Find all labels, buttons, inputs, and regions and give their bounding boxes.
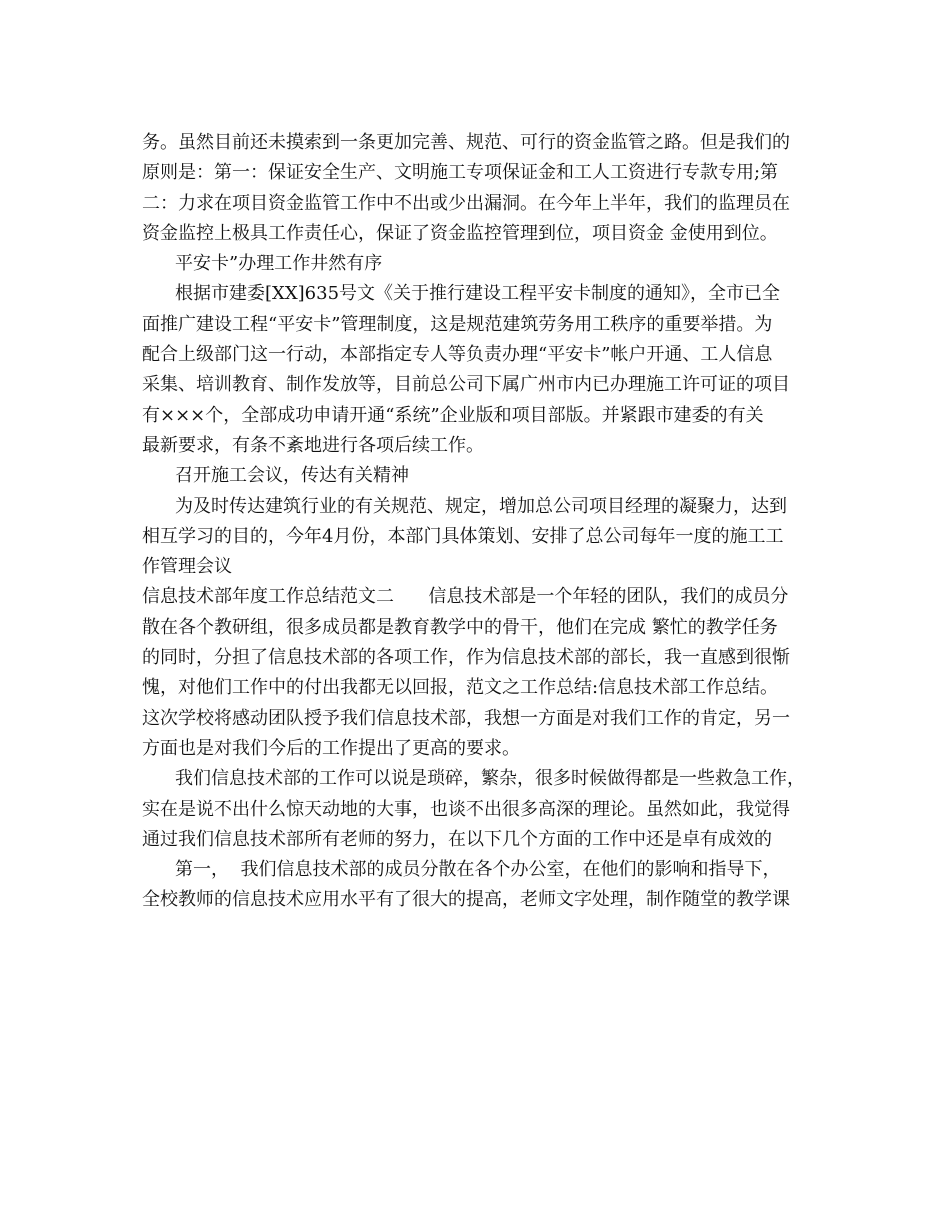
- text-line: 愧，对他们工作中的付出我都无以回报，范文之工作总结:信息技术部工作总结。: [142, 677, 779, 699]
- text-line: 面推广建设工程“平安卡”管理制度，这是规范建筑劳务用工秩序的重要举措。为: [142, 313, 773, 335]
- text-line: 有×××个，全部成功申请开通“系统”企业版和项目部版。并紧跟市建委的有关: [142, 404, 764, 426]
- text-line: 相互学习的目的，今年4月份，本部门具体策划、安排了总公司每年一度的施工工: [142, 525, 784, 547]
- text-line: 我们信息技术部的工作可以说是琐碎，繁杂，很多时候做得都是一些救急工作，: [175, 768, 805, 790]
- text-line: 原则是：第一：保证安全生产、文明施工专项保证金和工人工资进行专款专用;第: [142, 162, 779, 184]
- text-line: 这次学校将感动团队授予我们信息技术部，我想一方面是对我们工作的肯定，另一: [142, 707, 790, 729]
- text-line: 采集、培训教育、制作发放等，目前总公司下属广州市内已办理施工许可证的项目: [142, 374, 790, 396]
- text-line: 第一， 我们信息技术部的成员分散在各个办公室，在他们的影响和指导下，: [175, 859, 781, 881]
- text-line: 根据市建委[XX]635号文《关于推行建设工程平安卡制度的通知》，全市已全: [175, 283, 781, 305]
- text-line: 通过我们信息技术部所有老师的努力，在以下几个方面的工作中还是卓有成效的: [142, 828, 772, 850]
- text-line: 的同时，分担了信息技术部的各项工作，作为信息技术部的部长，我一直感到很惭: [142, 647, 790, 669]
- document-subtitle-line: 信息技术部年度工作总结范文二 信息技术部是一个年轻的团队，我们的成员分: [142, 586, 789, 608]
- text-line: 散在各个教研组，很多成员都是教育教学中的骨干，他们在完成 繁忙的教学任务: [142, 616, 778, 638]
- text-line: 资金监控上极具工作责任心，保证了资金监控管理到位，项目资金 金使用到位。: [142, 222, 778, 244]
- text-line: 最新要求，有条不紊地进行各项后续工作。: [142, 434, 484, 456]
- text-line: 务。虽然目前还未摸索到一条更加完善、规范、可行的资金监管之路。但是我们的: [142, 132, 790, 153]
- text-line: 配合上级部门这一行动，本部指定专人等负责办理“平安卡”帐户开通、工人信息: [142, 344, 773, 366]
- document-body: [142, 128, 812, 916]
- text-line: 为及时传达建筑行业的有关规范、规定，增加总公司项目经理的凝聚力，达到: [175, 495, 787, 517]
- section-heading: 召开施工会议，传达有关精神: [175, 465, 409, 487]
- text-line: 方面也是对我们今后的工作提出了更高的要求。: [142, 737, 520, 759]
- text-line: 作管理会议: [142, 556, 232, 578]
- text-line: 实在是说不出什么惊天动地的大事，也谈不出很多高深的理论。虽然如此，我觉得: [142, 798, 790, 820]
- text-line: 全校教师的信息技术应用水平有了很大的提高，老师文字处理，制作随堂的教学课: [142, 889, 790, 911]
- text-line: 二：力求在项目资金监管工作中不出或少出漏洞。在今年上半年，我们的监理员在: [142, 192, 790, 214]
- section-heading: 平安卡”办理工作井然有序: [175, 253, 383, 275]
